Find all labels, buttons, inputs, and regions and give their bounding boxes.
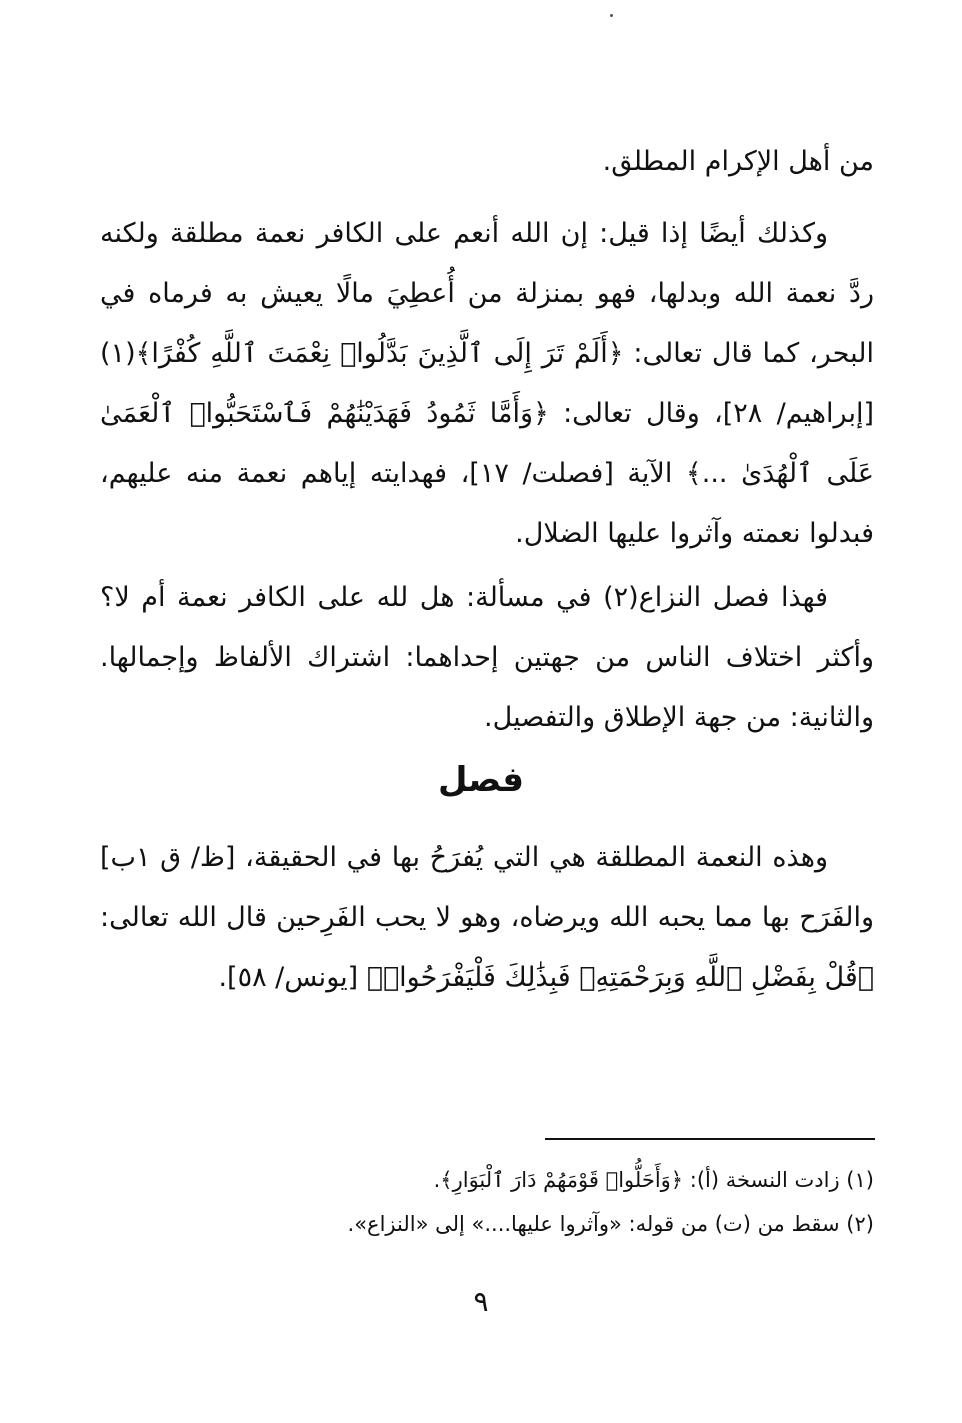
footnote-divider xyxy=(545,1138,875,1140)
paragraph-kafir-blessing xyxy=(100,204,874,564)
paragraph-intro xyxy=(100,132,874,192)
page-mark-dot xyxy=(610,14,613,17)
paragraph-3-text: فهذا فصل النزاع(٢) في مسألة: هل لله على الكافر نعمة أم لا؟ وأكثر اختلاف الناس من جهتين إحداهما: اشتراك الألفاظ وإجمالها. والثانية: من جهة الإطلاق والتفصيل. xyxy=(100,582,874,733)
paragraph-dispute xyxy=(100,568,874,748)
footnote-1: (١) زادت النسخة (أ): ﴿وَأَحَلُّوا۟ قَوْمَهُمْ دَارَ ٱلْبَوَارِ﴾. xyxy=(433,1168,874,1192)
section-heading: فصل xyxy=(437,760,525,800)
paragraph-2-text: وكذلك أيضًا إذا قيل: إن الله أنعم على الكافر نعمة مطلقة ولكنه ردَّ نعمة الله وبدلها، فهو بمنزلة من أُعطِيَ مالًا يعيش به فرماه في البحر، كما قال تعالى: ﴿أَلَمْ تَرَ إِلَى ٱلَّذِينَ بَدَّلُوا۟ نِعْمَتَ ٱللَّهِ كُفْرًا﴾(١) [إبراهيم/ ٢٨]، وقال تعالى: ﴿وَأَمَّا ثَمُودُ فَهَدَيْنَٰهُمْ فَٱسْتَحَبُّوا۟ ٱلْعَمَىٰ عَلَى ٱلْهُدَىٰ ...﴾ الآية [فصلت/ ١٧]، فهدايته إياهم نعمة منه عليهم، فبدلوا نعمته وآثروا عليها الضلال. xyxy=(100,218,875,549)
footnote-2: (٢) سقط من (ت) من قوله: «وآثروا عليها....» إلى «النزاع». xyxy=(347,1212,874,1236)
page-number: ٩ xyxy=(473,1285,489,1318)
footnotes xyxy=(100,1158,874,1246)
paragraph-absolute-blessing xyxy=(100,828,874,1008)
paragraph-4-text: وهذه النعمة المطلقة هي التي يُفرَحُ بها في الحقيقة، [ظ/ ق ١ب] والفَرَح بها مما يحبه الله ويرضاه، وهو لا يحب الفَرِحين قال الله تعالى: ﴿قُلْ بِفَضْلِ ٱللَّهِ وَبِرَحْمَتِهِۦ فَبِذَٰلِكَ فَلْيَفْرَحُوا۟﴾ [يونس/ ٥٨]. xyxy=(100,842,874,993)
paragraph-1-text: من أهل الإكرام المطلق. xyxy=(602,146,874,177)
